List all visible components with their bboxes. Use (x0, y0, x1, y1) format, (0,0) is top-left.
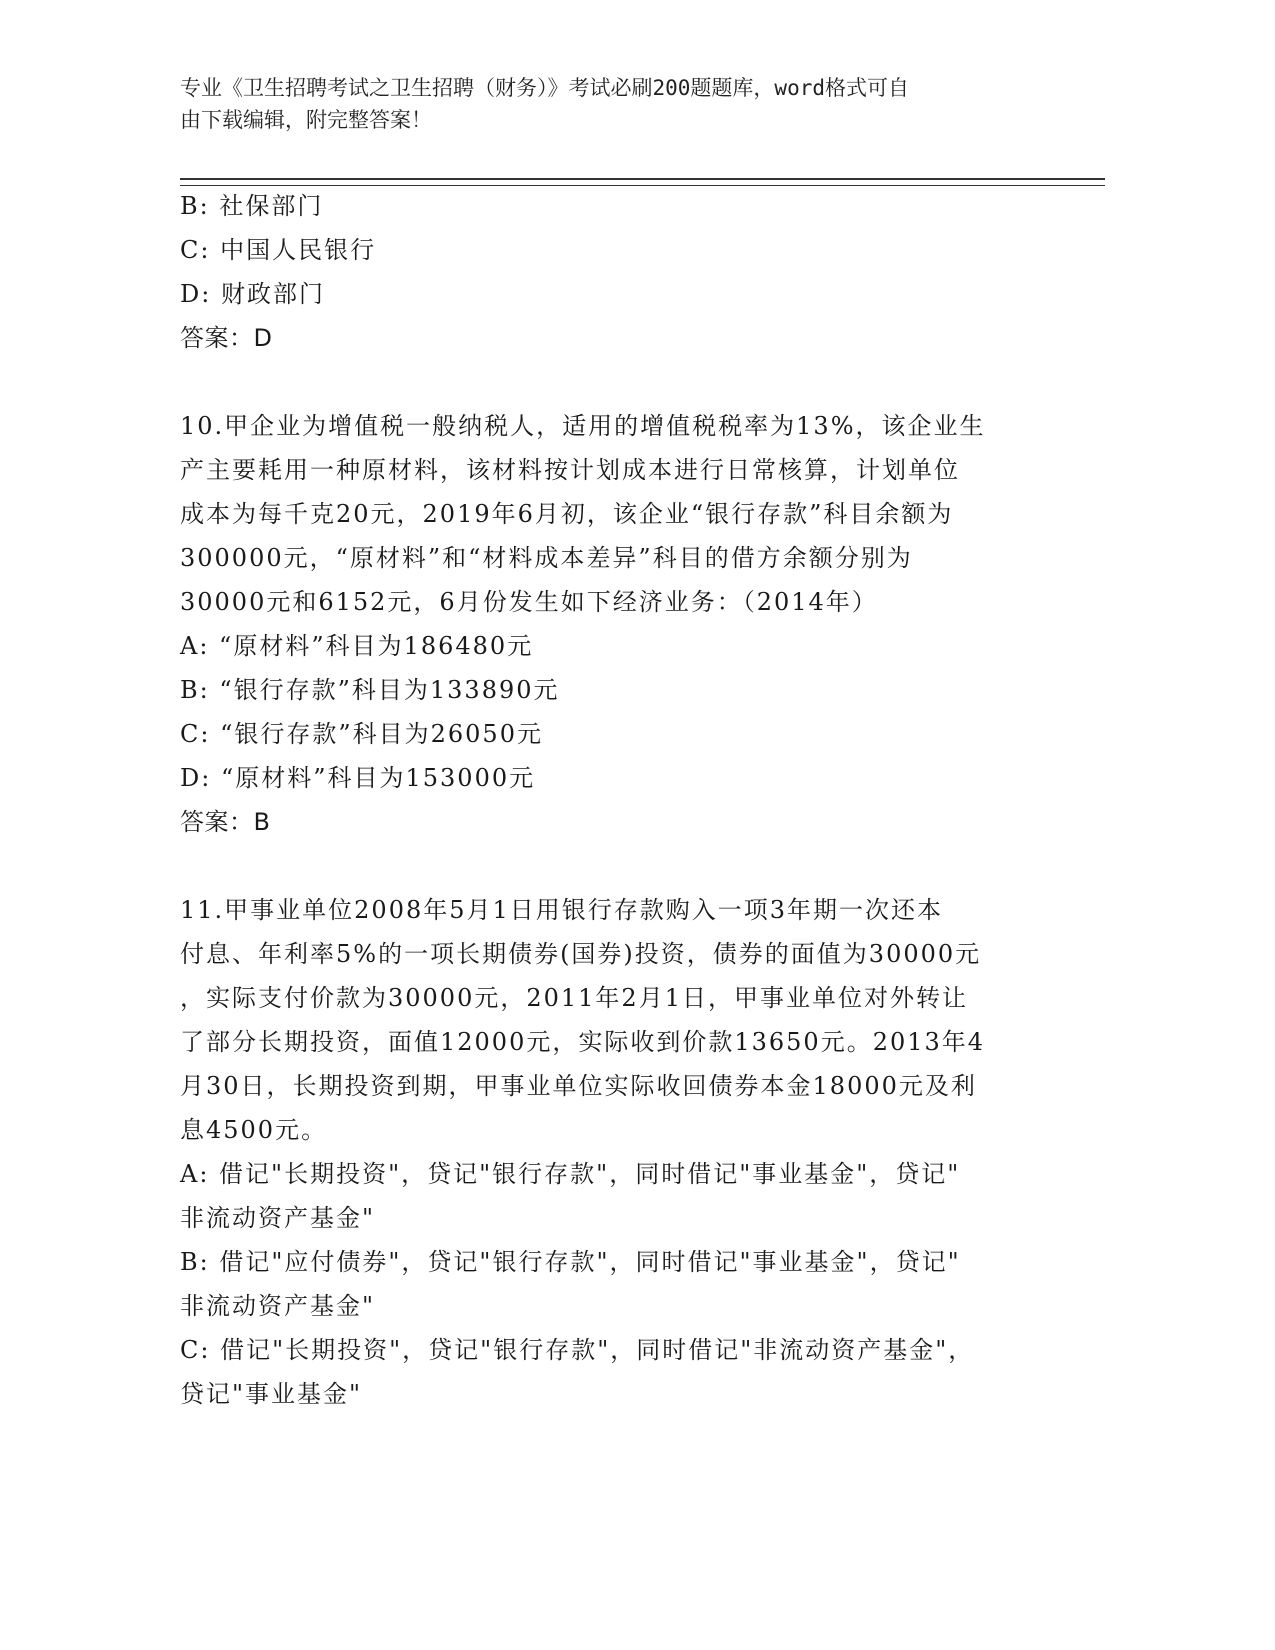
option-a: A: “原材料”科目为186480元 (180, 632, 534, 660)
question-11 (180, 888, 1050, 1416)
spacer (180, 360, 1050, 404)
option-d: D: “原材料”科目为153000元 (180, 764, 536, 792)
option-a-continued: 非流动资产基金" (180, 1204, 376, 1232)
spacer (180, 844, 1050, 888)
option-b: B: “银行存款”科目为133890元 (180, 676, 560, 704)
question-stem-line: 30000元和6152元，6月份发生如下经济业务：（2014年） (180, 588, 878, 616)
option-b: B: 社保部门 (180, 192, 324, 220)
question-stem-line: 300000元，“原材料”和“材料成本差异”科目的借方余额分别为 (180, 544, 913, 572)
header-line: 由下载编辑，附完整答案！ (180, 108, 432, 132)
option-c: C: 中国人民银行 (180, 236, 377, 264)
question-stem-line: 成本为每千克20元，2019年6月初，该企业“银行存款”科目余额为 (180, 500, 954, 528)
question-10 (180, 404, 1050, 844)
option-b: B: 借记"应付债券"，贷记"银行存款"，同时借记"事业基金"，贷记" (180, 1248, 961, 1276)
option-b-continued: 非流动资产基金" (180, 1292, 376, 1320)
question-content (180, 184, 1050, 1416)
question-stem-line: 月30日，长期投资到期，甲事业单位实际收回债券本金18000元及利 (180, 1072, 977, 1100)
question-stem-line: 了部分长期投资，面值12000元，实际收到价款13650元。2013年4 (180, 1028, 986, 1056)
question-stem-line: 10.甲企业为增值税一般纳税人，适用的增值税税率为13%，该企业生 (180, 412, 986, 440)
question-stem-line: 付息、年利率5%的一项长期债券(国券)投资，债券的面值为30000元 (180, 940, 982, 968)
header-line: 专业《卫生招聘考试之卫生招聘（财务）》考试必刷200题题库，word格式可自 (180, 76, 909, 100)
question-stem-line: 产主要耗用一种原材料，该材料按计划成本进行日常核算，计划单位 (180, 456, 960, 484)
answer: 答案：D (180, 324, 273, 352)
option-d: D: 财政部门 (180, 280, 325, 308)
option-a: A: 借记"长期投资"，贷记"银行存款"，同时借记"事业基金"，贷记" (180, 1160, 961, 1188)
prev-question (180, 184, 1050, 360)
option-c: C: 借记"长期投资"，贷记"银行存款"，同时借记"非流动资产基金"， (180, 1336, 975, 1364)
option-c: C: “银行存款”科目为26050元 (180, 720, 543, 748)
option-c-continued: 贷记"事业基金" (180, 1380, 363, 1408)
page-header (180, 72, 1060, 136)
question-stem-line: 息4500元。 (180, 1116, 328, 1144)
question-stem-line: 11.甲事业单位2008年5月1日用银行存款购入一项3年期一次还本 (180, 896, 944, 924)
question-stem-line: ，实际支付价款为30000元，2011年2月1日，甲事业单位对外转让 (180, 984, 968, 1012)
answer: 答案：B (180, 808, 271, 836)
